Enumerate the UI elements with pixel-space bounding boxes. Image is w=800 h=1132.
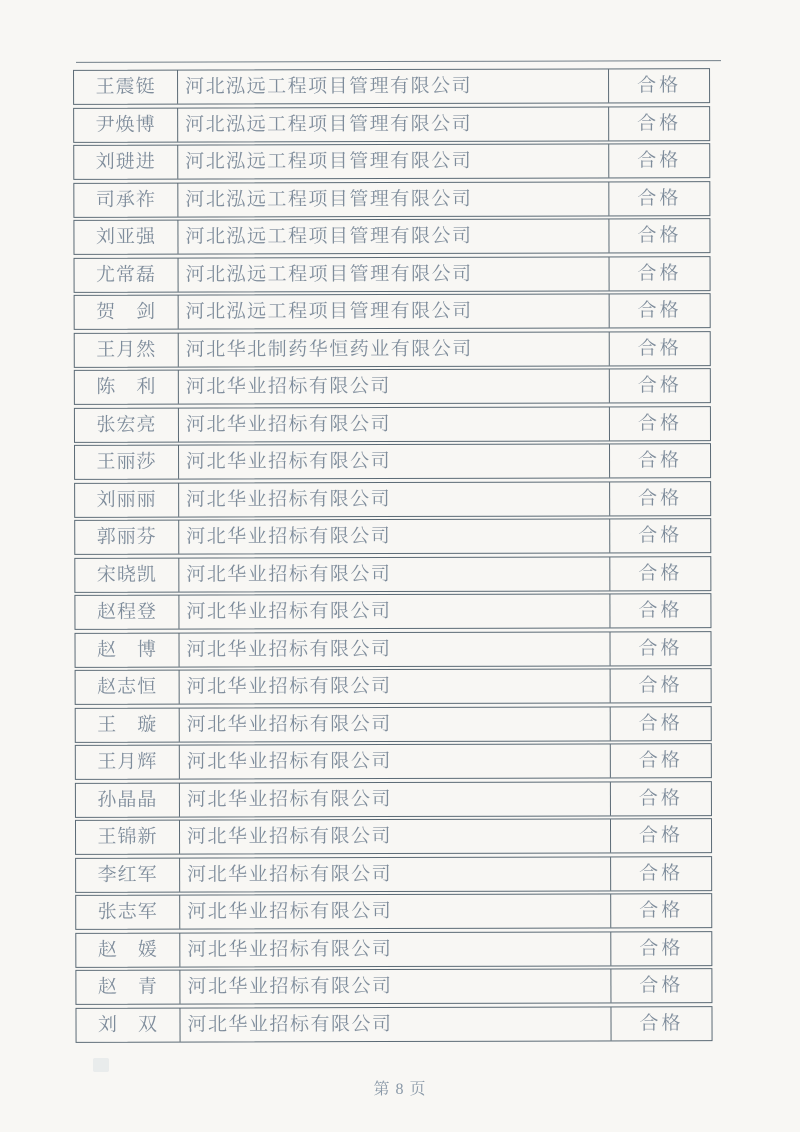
table-row	[75, 893, 712, 930]
result-cell: 合格	[639, 937, 684, 959]
table-row	[75, 1006, 712, 1043]
name-cell: 李红军	[76, 858, 180, 891]
result-cell: 合格	[637, 412, 682, 434]
name-cell: 王锦新	[76, 821, 180, 854]
result-cell: 合格	[638, 487, 683, 509]
name-cell: 尤常磊	[75, 258, 179, 291]
table-row	[75, 818, 712, 855]
result-cell: 合格	[638, 750, 683, 772]
name-cell: 张志军	[76, 896, 180, 929]
company-cell: 河北华业招标有限公司	[179, 369, 610, 403]
company-cell: 河北华业招标有限公司	[179, 594, 610, 628]
result-cell: 合格	[637, 112, 682, 134]
name-cell: 赵程登	[75, 596, 179, 629]
company-cell: 河北华业招标有限公司	[180, 932, 611, 966]
table-top-border	[76, 60, 721, 63]
result-cell: 合格	[638, 675, 683, 697]
name-cell: 陈 利	[75, 371, 179, 404]
company-cell: 河北华业招标有限公司	[179, 557, 610, 591]
table-row	[74, 631, 711, 668]
company-cell: 河北华业招标有限公司	[180, 969, 611, 1003]
name-cell: 王震铤	[74, 71, 178, 104]
table-row	[74, 406, 711, 443]
company-cell: 河北华业招标有限公司	[179, 632, 610, 666]
company-cell: 河北泓远工程项目管理有限公司	[178, 107, 609, 141]
company-cell: 河北华北制药华恒药业有限公司	[179, 332, 610, 366]
table-row	[75, 856, 712, 893]
table-row	[75, 668, 712, 705]
name-cell: 王月然	[75, 333, 179, 366]
table-row	[74, 368, 711, 405]
name-cell: 王丽莎	[75, 446, 179, 479]
result-cell: 合格	[637, 187, 682, 209]
table-row	[74, 331, 711, 368]
name-cell: 张宏亮	[75, 408, 179, 441]
name-cell: 刘琎进	[74, 146, 178, 179]
table-row	[73, 143, 710, 180]
result-cell: 合格	[637, 225, 682, 247]
company-cell: 河北华业招标有限公司	[180, 1007, 611, 1041]
company-cell: 河北泓远工程项目管理有限公司	[178, 219, 609, 253]
company-cell: 河北华业招标有限公司	[180, 782, 611, 816]
table-row	[75, 743, 712, 780]
company-cell: 河北华业招标有限公司	[180, 744, 611, 778]
result-cell: 合格	[637, 337, 682, 359]
result-cell: 合格	[638, 525, 683, 547]
table-row	[74, 481, 711, 518]
table-row	[74, 293, 711, 330]
table-row	[73, 181, 710, 218]
results-table	[73, 60, 713, 1045]
result-cell: 合格	[637, 300, 682, 322]
name-cell: 王月辉	[76, 746, 180, 779]
table-rows	[73, 68, 713, 1042]
table-row	[73, 68, 710, 105]
page-number: 第 8 页	[373, 1081, 427, 1098]
name-cell: 尹焕博	[74, 108, 178, 141]
name-cell: 刘丽丽	[75, 483, 179, 516]
table-row	[75, 968, 712, 1005]
table-row	[74, 593, 711, 630]
company-cell: 河北泓远工程项目管理有限公司	[178, 69, 609, 103]
result-cell: 合格	[637, 375, 682, 397]
result-cell: 合格	[638, 562, 683, 584]
name-cell: 郭丽芬	[75, 521, 179, 554]
company-cell: 河北华业招标有限公司	[179, 407, 610, 441]
name-cell: 孙晶晶	[76, 783, 180, 816]
result-cell: 合格	[638, 787, 683, 809]
table-row	[74, 443, 711, 480]
name-cell: 贺 剑	[75, 296, 179, 329]
company-cell: 河北华业招标有限公司	[180, 894, 611, 928]
table-row	[74, 556, 711, 593]
result-cell: 合格	[638, 825, 684, 847]
name-cell: 赵 博	[75, 633, 179, 666]
company-cell: 河北华业招标有限公司	[180, 857, 611, 891]
table-row	[73, 106, 710, 143]
scan-artifact	[93, 1058, 109, 1072]
company-cell: 河北华业招标有限公司	[179, 444, 610, 478]
name-cell: 赵 媛	[76, 933, 180, 966]
company-cell: 河北华业招标有限公司	[180, 707, 611, 741]
name-cell: 刘 双	[76, 1008, 180, 1041]
result-cell: 合格	[638, 712, 683, 734]
result-cell: 合格	[637, 262, 682, 284]
name-cell: 司承祚	[74, 183, 178, 216]
name-cell: 赵志恒	[76, 671, 180, 704]
result-cell: 合格	[637, 150, 682, 172]
table-row	[74, 256, 711, 293]
result-cell: 合格	[638, 637, 683, 659]
table-row	[75, 706, 712, 743]
name-cell: 赵 青	[76, 971, 180, 1004]
company-cell: 河北泓远工程项目管理有限公司	[179, 294, 610, 328]
table-row	[75, 781, 712, 818]
name-cell: 宋晓凯	[75, 558, 179, 591]
result-cell: 合格	[639, 975, 684, 997]
company-cell: 河北华业招标有限公司	[179, 519, 610, 553]
company-cell: 河北华业招标有限公司	[180, 819, 611, 853]
name-cell: 王 璇	[76, 708, 180, 741]
company-cell: 河北华业招标有限公司	[180, 669, 611, 703]
result-cell: 合格	[639, 900, 684, 922]
table-row	[74, 518, 711, 555]
result-cell: 合格	[638, 600, 683, 622]
table-row	[75, 931, 712, 968]
result-cell: 合格	[638, 450, 683, 472]
table-row	[73, 218, 710, 255]
company-cell: 河北华业招标有限公司	[179, 482, 610, 516]
company-cell: 河北泓远工程项目管理有限公司	[179, 257, 610, 291]
name-cell: 刘亚强	[74, 221, 178, 254]
result-cell: 合格	[637, 75, 682, 97]
company-cell: 河北泓远工程项目管理有限公司	[178, 144, 609, 178]
result-cell: 合格	[639, 862, 684, 884]
result-cell: 合格	[639, 1012, 684, 1034]
company-cell: 河北泓远工程项目管理有限公司	[178, 182, 609, 216]
